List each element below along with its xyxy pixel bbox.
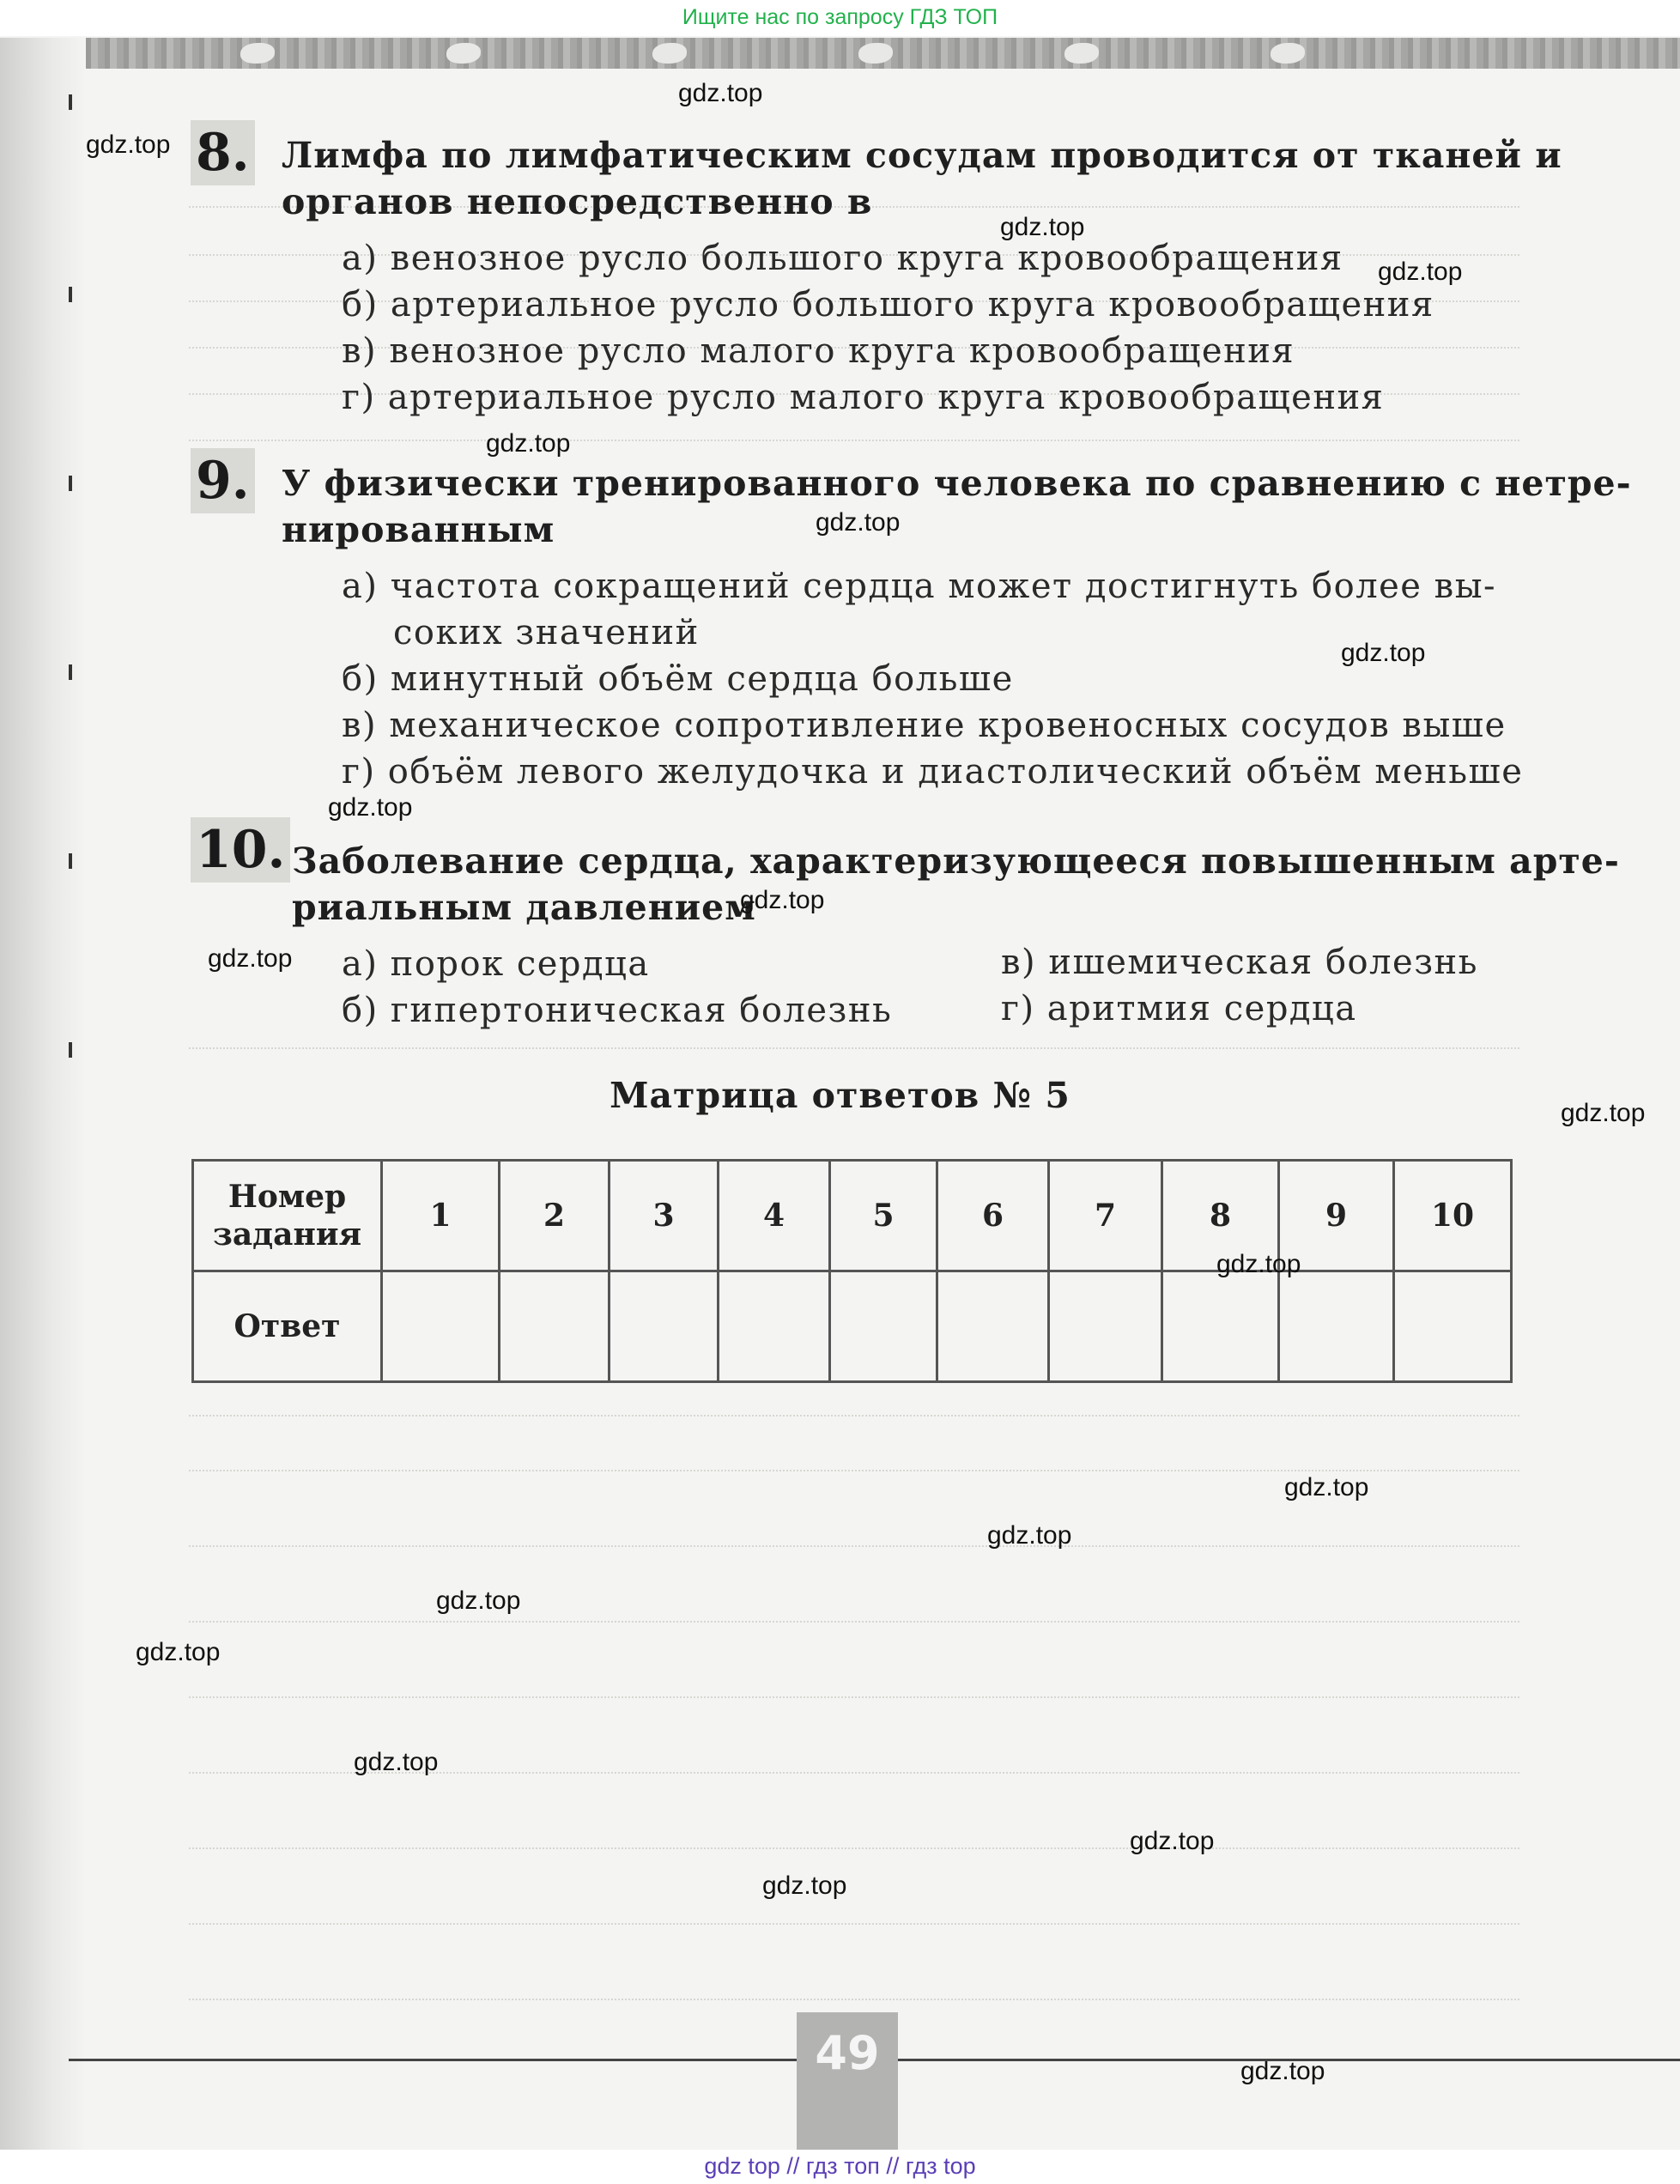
answer-option: а) порок сердца: [342, 944, 650, 984]
question-number: 8.: [191, 120, 255, 185]
question-text-line: Заболевание сердца, характеризующееся повышенным арте-: [292, 840, 1620, 882]
column-number: 2: [500, 1161, 610, 1271]
watermark: gdz.top: [208, 944, 293, 973]
animal-silhouette-icon: [858, 43, 893, 64]
column-number: 6: [937, 1161, 1049, 1271]
answer-cell[interactable]: [830, 1271, 937, 1382]
column-number: 4: [719, 1161, 830, 1271]
answer-option: б) минутный объём сердца больше: [342, 659, 1014, 699]
question-text-line: органов непосредственно в: [282, 181, 873, 222]
decorative-animal-band: [86, 38, 1680, 69]
answer-option: г) аритмия сердца: [1001, 989, 1357, 1028]
watermark: gdz.top: [486, 429, 571, 458]
watermark: gdz.top: [436, 1586, 521, 1615]
watermark: gdz.top: [987, 1521, 1072, 1550]
answer-option: г) артериальное русло малого круга кровообращения: [342, 378, 1385, 417]
watermark: gdz.top: [354, 1748, 439, 1776]
watermark: gdz.top: [1130, 1827, 1215, 1855]
animal-silhouette-icon: [240, 43, 275, 64]
answer-option: а) частота сокращений сердца может достигнуть более вы-: [342, 567, 1497, 606]
question-number: 9.: [191, 448, 255, 513]
spine-mark: [69, 476, 72, 491]
matrix-title: Матрица ответов № 5: [610, 1075, 1070, 1116]
watermark: gdz.top: [762, 1872, 847, 1900]
question-text-line: Лимфа по лимфатическим сосудам проводится от тканей и: [282, 135, 1562, 176]
question-text-line: нированным: [282, 509, 555, 550]
watermark: gdz.top: [816, 508, 901, 537]
watermark: gdz.top: [136, 1638, 221, 1666]
answer-matrix: [191, 1159, 1513, 1383]
spine-mark: [69, 287, 72, 302]
answer-cell[interactable]: [1279, 1271, 1394, 1382]
watermark: gdz.top: [678, 79, 763, 107]
watermark: gdz.top: [1341, 639, 1426, 667]
ruled-line: [189, 1999, 1519, 2000]
ruled-line: [189, 1696, 1519, 1698]
answer-cell[interactable]: [719, 1271, 830, 1382]
column-number: 3: [610, 1161, 719, 1271]
watermark: gdz.top: [328, 793, 413, 822]
answer-option: б) гипертоническая болезнь: [342, 991, 893, 1030]
column-number: 5: [830, 1161, 937, 1271]
spine-mark: [69, 1042, 72, 1058]
animal-silhouette-icon: [652, 43, 687, 64]
spine-mark: [69, 94, 72, 110]
question-number: 10.: [191, 817, 290, 883]
column-number: 10: [1394, 1161, 1512, 1271]
matrix-answer-row: [193, 1271, 1512, 1382]
ruled-line: [189, 1047, 1519, 1049]
column-number: 1: [382, 1161, 500, 1271]
ruled-line: [189, 1415, 1519, 1417]
answer-cell[interactable]: [1049, 1271, 1162, 1382]
answer-option: а) венозное русло большого круга кровообращения: [342, 239, 1343, 278]
answer-cell[interactable]: [610, 1271, 719, 1382]
watermark: gdz.top: [1216, 1250, 1301, 1278]
watermark: gdz.top: [1378, 258, 1463, 286]
watermark: gdz.top: [1561, 1099, 1646, 1127]
answer-option: в) ишемическая болезнь: [1001, 943, 1478, 982]
watermark: gdz.top: [1284, 1473, 1369, 1502]
column-number: 8: [1162, 1161, 1279, 1271]
animal-silhouette-icon: [1064, 43, 1099, 64]
ruled-line: [189, 1847, 1519, 1849]
spine-mark: [69, 853, 72, 869]
watermark: gdz.top: [1240, 2057, 1325, 2085]
matrix-header-row: [193, 1161, 1512, 1271]
answer-label-cell: Ответ: [193, 1271, 382, 1382]
header-label-cell: Номер задания: [193, 1161, 382, 1271]
question-text-line: риальным давлением: [292, 887, 756, 928]
answer-option: в) венозное русло малого круга кровообращения: [342, 331, 1295, 371]
page-number: 49: [815, 2026, 880, 2080]
watermark: gdz.top: [1000, 213, 1085, 241]
question-text-line: У физически тренированного человека по сравнению с нетре-: [282, 463, 1632, 504]
column-number: 9: [1279, 1161, 1394, 1271]
answer-option-continuation: соких значений: [393, 613, 700, 652]
ruled-line: [189, 1923, 1519, 1925]
ruled-line: [189, 1621, 1519, 1623]
answer-option: в) механическое сопротивление кровеносных сосудов выше: [342, 706, 1507, 745]
answer-cell[interactable]: [500, 1271, 610, 1382]
ruled-line: [189, 440, 1519, 441]
answer-cell[interactable]: [1394, 1271, 1512, 1382]
answer-option: г) объём левого желудочка и диастолический объём меньше: [342, 752, 1524, 792]
ruled-line: [189, 1470, 1519, 1471]
spine-mark: [69, 664, 72, 680]
ruled-line: [189, 1545, 1519, 1547]
answer-cell[interactable]: [937, 1271, 1049, 1382]
answer-cell[interactable]: [1162, 1271, 1279, 1382]
bottom-link-bar[interactable]: gdz top // гдз топ // гдз top: [0, 2150, 1680, 2184]
watermark: gdz.top: [86, 130, 171, 159]
answer-option: б) артериальное русло большого круга кровообращения: [342, 285, 1434, 325]
animal-silhouette-icon: [446, 43, 481, 64]
top-banner[interactable]: Ищите нас по запросу ГДЗ ТОП: [0, 0, 1680, 36]
watermark: gdz.top: [740, 886, 825, 914]
animal-silhouette-icon: [1271, 43, 1305, 64]
column-number: 7: [1049, 1161, 1162, 1271]
answer-cell[interactable]: [382, 1271, 500, 1382]
